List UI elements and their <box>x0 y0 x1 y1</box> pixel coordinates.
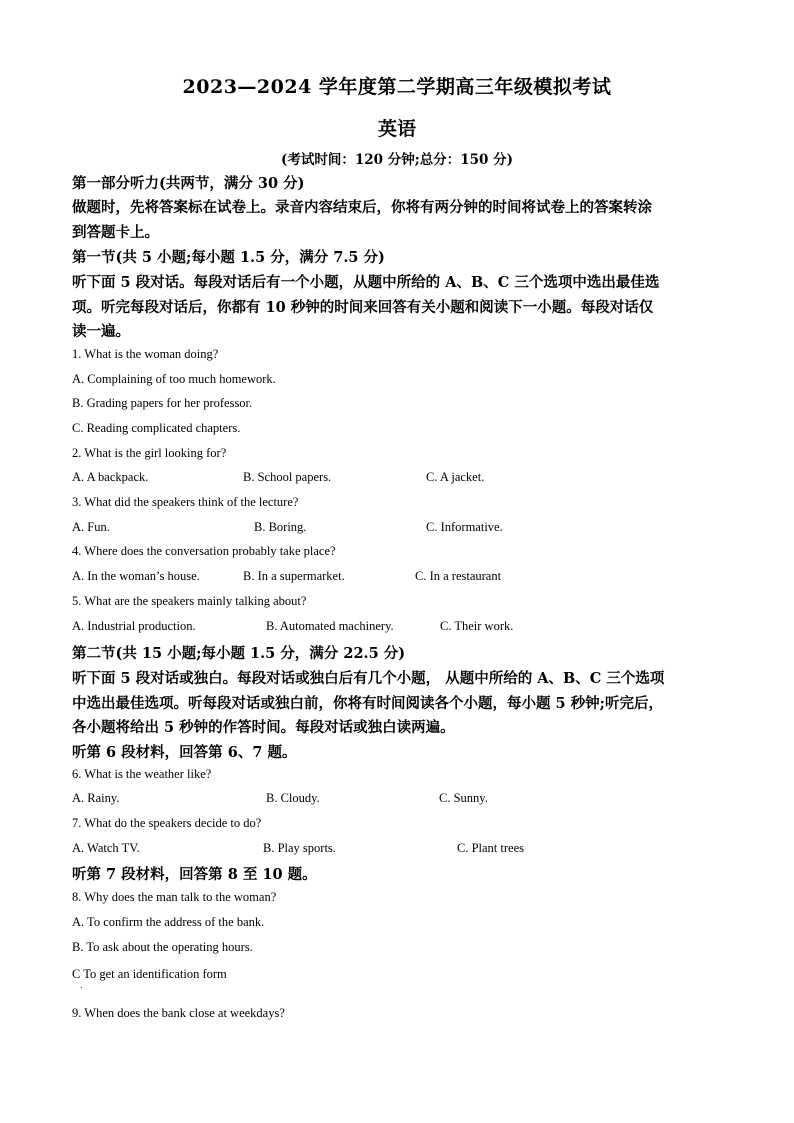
question-stem: 7. What do the speakers decide to do? <box>72 816 262 830</box>
section1-heading: 第一节(共 5 小题;每小题 1.5 分，满分 7.5 分) <box>72 249 385 266</box>
question-stem: 4. Where does the conversation probably take place? <box>72 544 336 558</box>
option-c: C. Their work. <box>440 619 514 633</box>
option-c: C. In a restaurant <box>415 569 502 583</box>
material-heading: 听第 6 段材料，回答第 6、7 题。 <box>72 744 297 761</box>
option-c: C. Reading complicated chapters. <box>72 421 241 435</box>
subject-title: 英语 <box>377 118 416 140</box>
question-stem: 5. What are the speakers mainly talking about? <box>72 594 307 608</box>
option-b: B. In a supermarket. <box>243 569 345 583</box>
option-c: C To get an identification form <box>72 967 227 981</box>
option-c: C. Informative. <box>426 520 503 534</box>
option-b: B. Boring. <box>254 520 307 534</box>
option-a: A. Watch TV. <box>72 841 140 855</box>
time-info: (考试时间：120 分钟;总分：150 分) <box>280 152 514 168</box>
section1-instruction-line: 读一遍。 <box>72 323 130 340</box>
option-b: B. Grading papers for her professor. <box>72 396 253 410</box>
part1-instruction-line: 做题时，先将答案标在试卷上。录音内容结束后，你将有两分钟的时间将试卷上的答案转涂 <box>72 199 652 216</box>
option-a: A. A backpack. <box>72 470 149 484</box>
question-stem: 3. What did the speakers think of the lecture? <box>72 495 299 509</box>
question-stem: 9. When does the bank close at weekdays? <box>72 1006 285 1020</box>
stray-dot: . <box>80 981 83 990</box>
material-heading: 听第 7 段材料，回答第 8 至 10 题。 <box>72 866 317 883</box>
option-b: B. Play sports. <box>263 841 336 855</box>
section2-instruction-line: 各小题将给出 5 秒钟的作答时间。每段对话或独白读两遍。 <box>72 719 455 736</box>
option-b: B. Automated machinery. <box>266 619 394 633</box>
option-b: B. To ask about the operating hours. <box>72 940 253 954</box>
option-b: B. Cloudy. <box>266 791 320 805</box>
question-stem: 1. What is the woman doing? <box>72 347 219 361</box>
question-stem: 2. What is the girl looking for? <box>72 446 227 460</box>
section1-instruction-line: 项。听完每段对话后，你都有 10 秒钟的时间来回答有关小题和阅读下一小题。每段对话仅 <box>72 299 654 316</box>
exam-title: 2023—2024 学年度第二学期高三年级模拟考试 <box>182 76 612 98</box>
section2-heading: 第二节(共 15 小题;每小题 1.5 分，满分 22.5 分) <box>72 645 406 662</box>
part1-instruction-line: 到答题卡上。 <box>72 224 159 241</box>
option-a: A. To confirm the address of the bank. <box>72 915 265 929</box>
option-c: C. Sunny. <box>439 791 488 805</box>
part1-heading: 第一部分听力(共两节，满分 30 分) <box>72 175 305 192</box>
option-c: C. Plant trees <box>457 841 525 855</box>
question-stem: 8. Why does the man talk to the woman? <box>72 890 277 904</box>
option-a: A. In the woman’s house. <box>72 569 200 583</box>
option-b: B. School papers. <box>243 470 332 484</box>
section2-instruction-line: 听下面 5 段对话或独白。每段对话或独白后有几个小题， 从题中所给的 A、B、C 三个选项 <box>72 670 665 687</box>
option-a: A. Rainy. <box>72 791 120 805</box>
option-a: A. Industrial production. <box>72 619 196 633</box>
option-c: C. A jacket. <box>426 470 485 484</box>
section1-instruction-line: 听下面 5 段对话。每段对话后有一个小题，从题中所给的 A、B、C 三个选项中选出最佳选 <box>72 274 660 291</box>
option-a: A. Fun. <box>72 520 110 534</box>
question-stem: 6. What is the weather like? <box>72 767 212 781</box>
section2-instruction-line: 中选出最佳选项。听每段对话或独白前，你将有时间阅读各个小题，每小题 5 秒钟;听完后， <box>72 695 664 712</box>
option-a: A. Complaining of too much homework. <box>72 372 276 386</box>
